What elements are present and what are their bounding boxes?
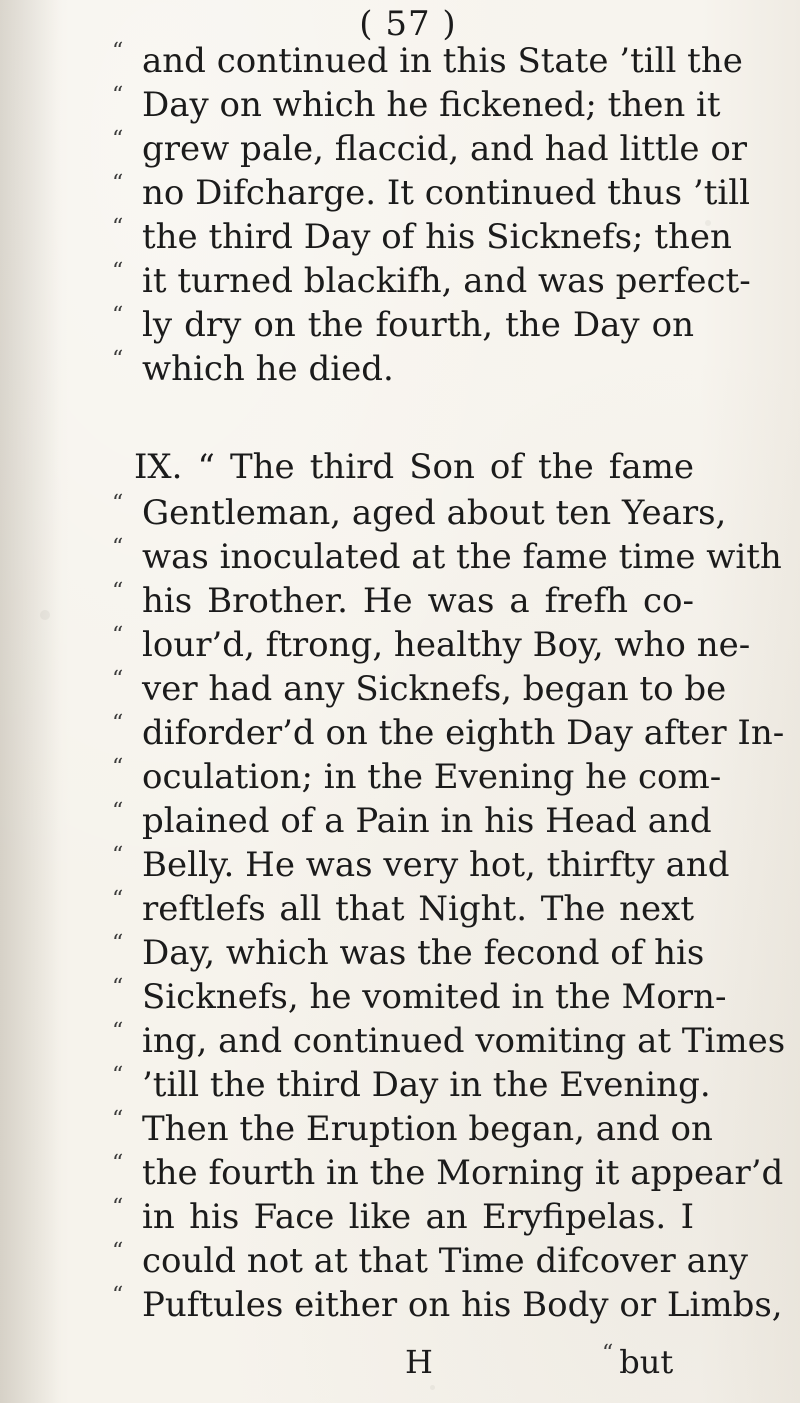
line-text: lour’d, ftrong, healthy Boy, who ne- — [142, 625, 751, 665]
paper-speck — [705, 220, 711, 226]
text-line — [112, 755, 722, 798]
line-text: it turned blackifh, and was perfect- — [142, 261, 751, 301]
quote-mark: “ — [112, 1195, 124, 1220]
text-line — [112, 1019, 786, 1062]
quote-mark: “ — [112, 623, 124, 648]
text-line — [112, 888, 694, 930]
quote-mark: “ — [112, 347, 124, 372]
quote-mark: “ — [112, 171, 124, 196]
quote-mark: “ — [112, 215, 124, 240]
quote-mark: “ — [112, 1019, 124, 1044]
text-line — [112, 931, 705, 974]
quote-mark: “ — [112, 1107, 124, 1132]
paper-speck — [430, 1385, 435, 1390]
quote-mark: “ — [112, 799, 124, 824]
quote-mark: “ — [112, 887, 124, 912]
line-text: which he died. — [142, 349, 394, 389]
quote-mark: “ — [602, 1341, 614, 1366]
line-text: could not at that Time difcover any — [142, 1241, 748, 1281]
signature-mark: H — [405, 1343, 433, 1381]
line-text: reftlefs all that Night. The next — [142, 889, 694, 929]
quote-mark: “ — [112, 1151, 124, 1176]
text-line — [112, 348, 694, 390]
line-text: oculation; in the Evening he com- — [142, 757, 722, 797]
line-text: Day, which was the fecond of his — [142, 933, 705, 973]
page-number: ( 57 ) — [359, 4, 457, 44]
quote-mark: “ — [112, 127, 124, 152]
quote-mark: “ — [112, 303, 124, 328]
line-text: Sicknefs, he vomited in the Morn- — [142, 977, 727, 1017]
line-text: Day on which he fickened; then it — [142, 85, 721, 125]
quote-mark: “ — [112, 579, 124, 604]
quote-mark: “ — [112, 259, 124, 284]
line-text: and continued in this State ’till the — [142, 41, 743, 81]
line-text: his Brother. He was a frefh co- — [142, 581, 694, 621]
line-text: plained of a Pain in his Head and — [142, 801, 712, 841]
quote-mark: “ — [112, 975, 124, 1000]
quote-mark: “ — [112, 843, 124, 868]
text-line — [112, 667, 727, 710]
text-line — [112, 259, 751, 302]
text-line — [112, 215, 732, 258]
line-text: Puftules either on his Body or Limbs, — [142, 1285, 783, 1325]
line-text: in his Face like an Eryfipelas. I — [142, 1197, 694, 1237]
text-line — [112, 843, 730, 886]
line-text: the fourth in the Morning it appear’d — [142, 1153, 784, 1193]
text-line — [112, 580, 694, 622]
quote-mark: “ — [112, 931, 124, 956]
quote-mark: “ — [112, 1063, 124, 1088]
text-line — [112, 799, 712, 842]
line-text: ver had any Sicknefs, began to be — [142, 669, 727, 709]
line-text: was inoculated at the fame time with — [142, 537, 782, 577]
line-text: the third Day of his Sicknefs; then — [142, 217, 732, 257]
quote-mark: “ — [112, 1239, 124, 1264]
line-text: IX. “ The third Son of the fame — [134, 447, 694, 487]
line-text: Belly. He was very hot, thirfty and — [142, 845, 730, 885]
quote-mark: “ — [112, 535, 124, 560]
line-text: no Difcharge. It continued thus ’till — [142, 173, 750, 213]
text-line — [112, 975, 727, 1018]
quote-mark: “ — [112, 667, 124, 692]
line-text: Then the Eruption began, and on — [142, 1109, 713, 1149]
text-line — [112, 1151, 784, 1194]
text-line — [112, 1107, 713, 1150]
line-text: ly dry on the fourth, the Day on — [142, 305, 694, 345]
quote-mark: “ — [112, 83, 124, 108]
text-line — [112, 304, 694, 346]
line-text: diforder’d on the eighth Day after In- — [142, 713, 785, 753]
catchword-text: but — [619, 1343, 674, 1381]
text-line — [112, 1196, 694, 1238]
line-text: Gentleman, aged about ten Years, — [142, 493, 727, 533]
text-line — [112, 1283, 783, 1326]
quote-mark: “ — [112, 39, 124, 64]
catchword — [602, 1342, 673, 1382]
line-text: ing, and continued vomiting at Times — [142, 1021, 786, 1061]
quote-mark: “ — [112, 755, 124, 780]
text-line — [112, 1239, 748, 1282]
text-line — [112, 127, 748, 170]
line-text: grew pale, flaccid, and had little or — [142, 129, 748, 169]
gutter-shadow — [0, 0, 60, 1403]
text-line — [112, 171, 750, 214]
text-line — [112, 535, 782, 578]
text-line — [112, 623, 751, 666]
text-line — [112, 83, 721, 126]
text-line — [112, 711, 785, 754]
text-line — [112, 491, 727, 534]
text-line — [112, 39, 743, 82]
line-text: ’till the third Day in the Evening. — [142, 1065, 711, 1105]
quote-mark: “ — [112, 1283, 124, 1308]
quote-mark: “ — [112, 491, 124, 516]
text-line — [112, 446, 694, 488]
text-line — [112, 1063, 711, 1106]
quote-mark: “ — [112, 711, 124, 736]
paper-speck — [40, 610, 50, 620]
